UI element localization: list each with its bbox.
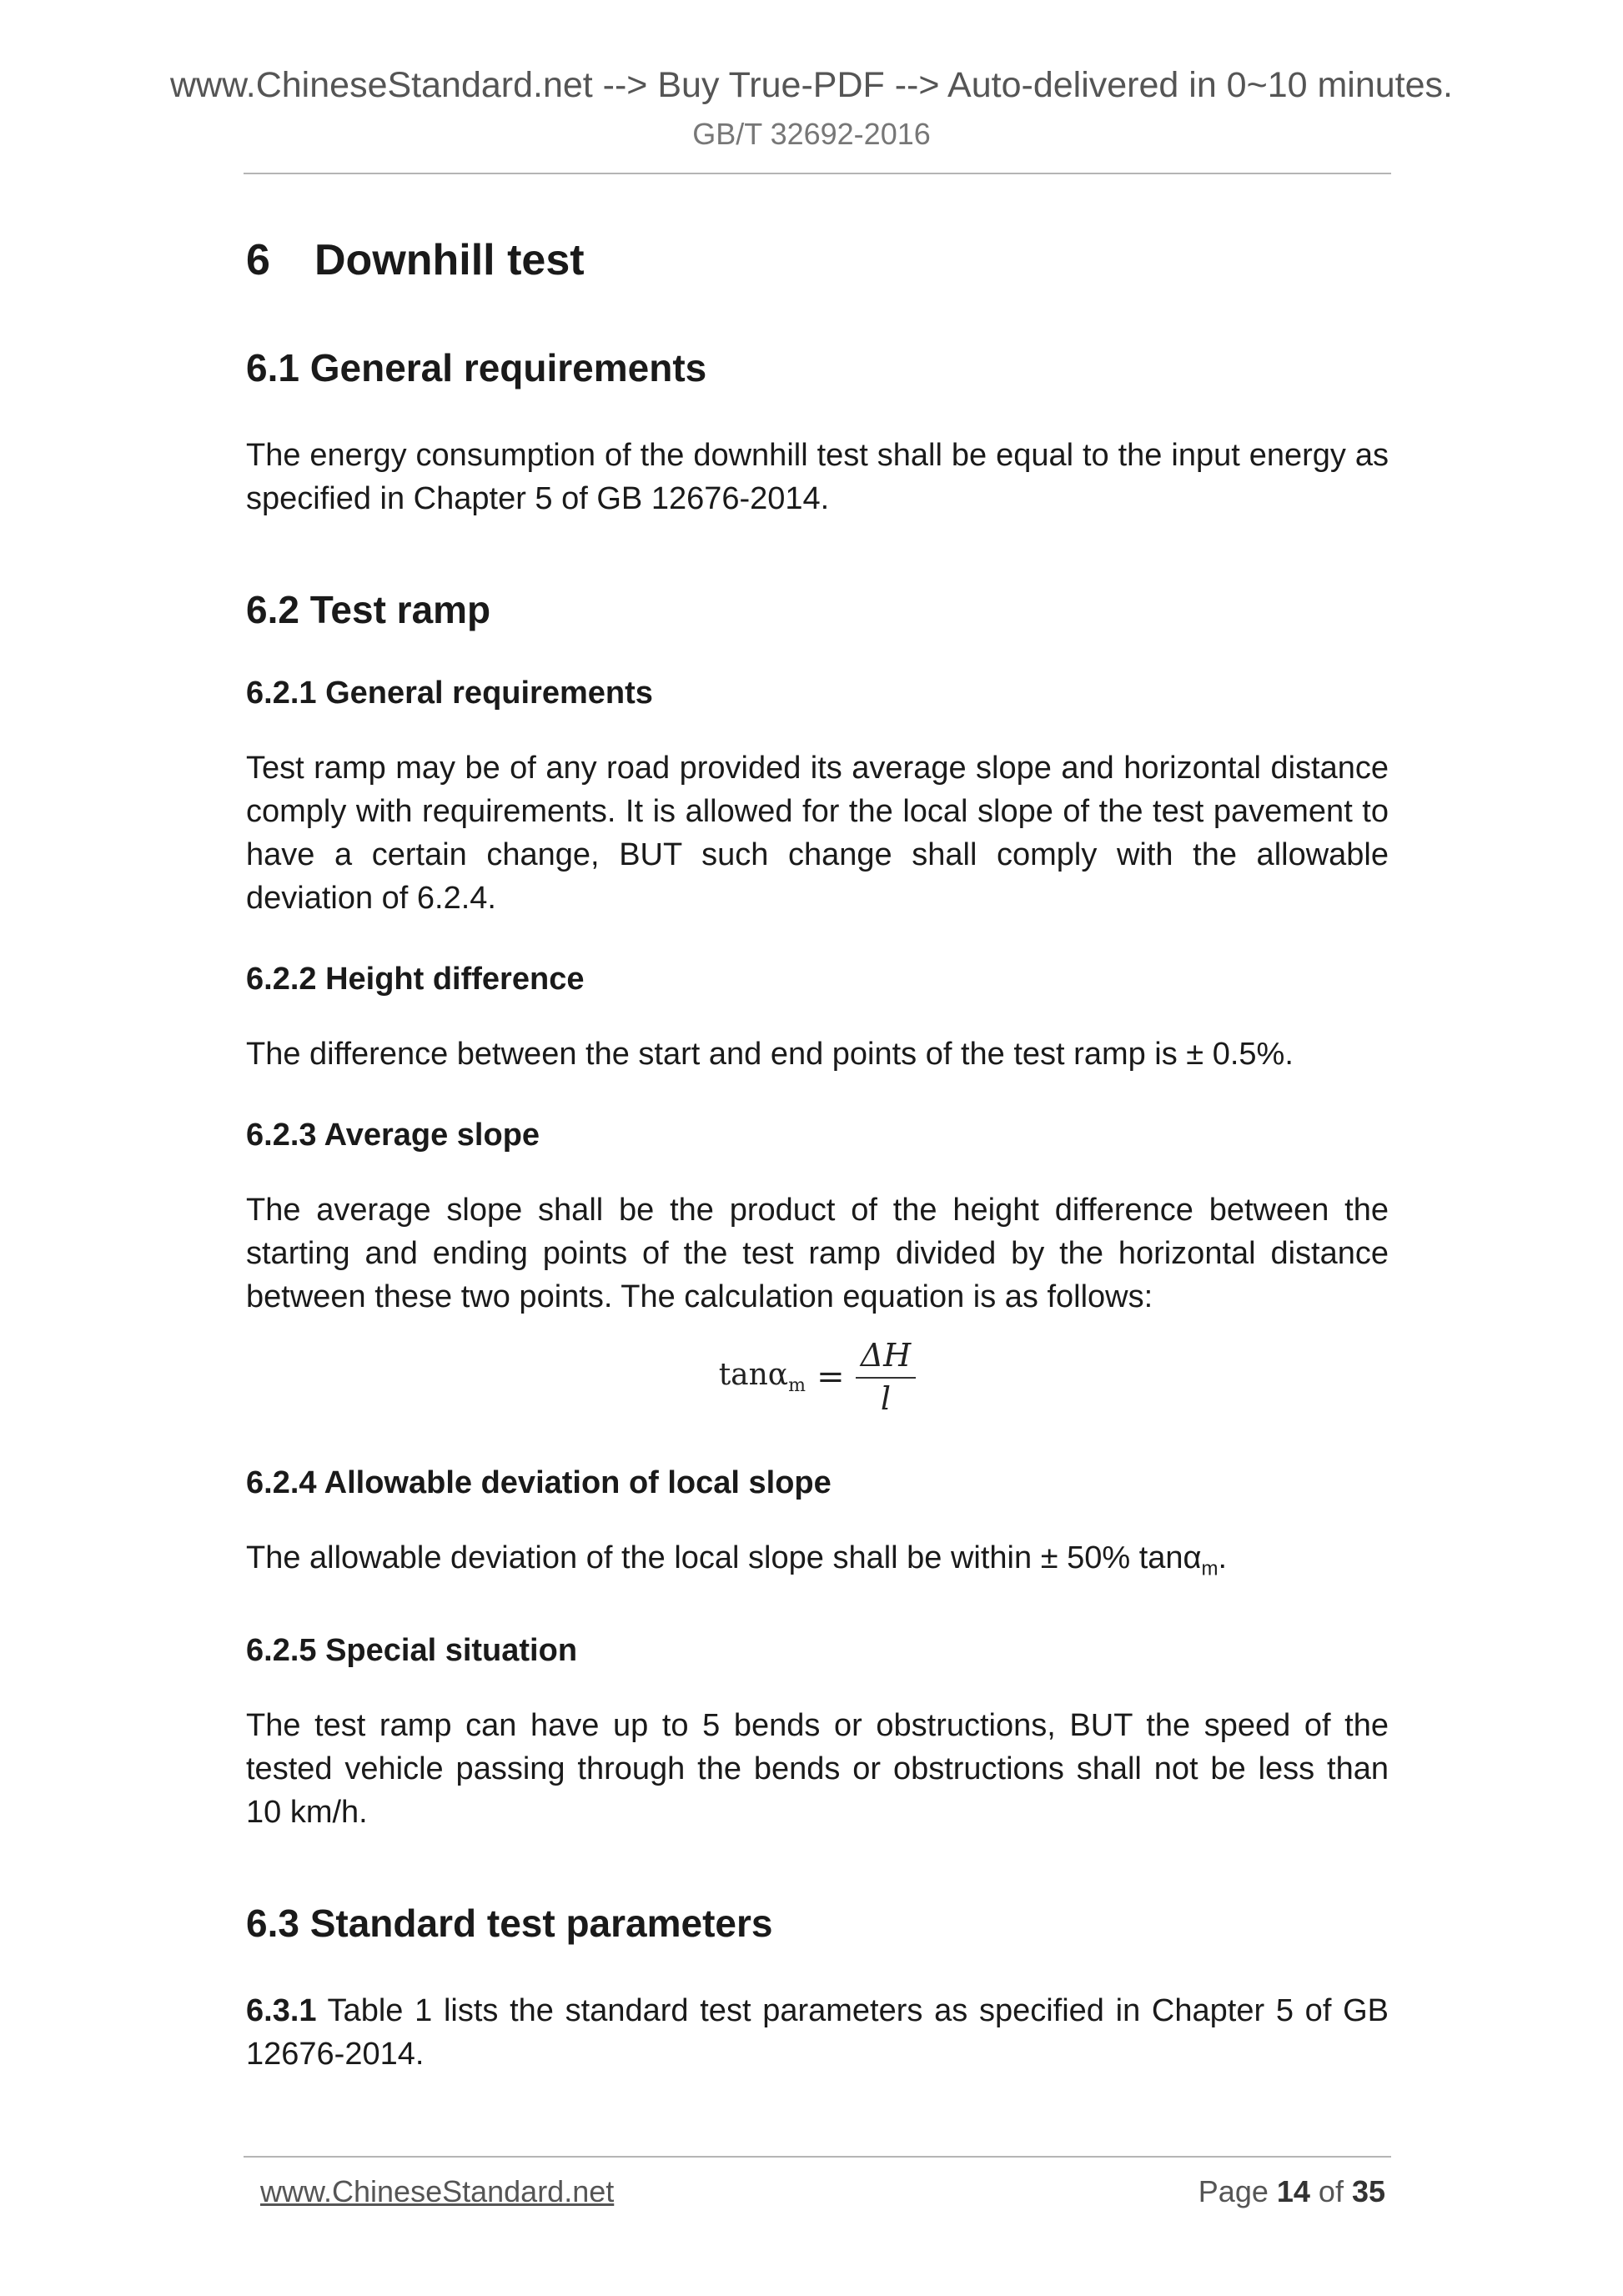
heading-6-2-2: 6.2.2 Height difference (246, 962, 585, 997)
paragraph-6-2-3: The average slope shall be the product of the height difference between the starting and ending points of the test ramp divided by the horizontal distance between these two points. The calculation equation is as follows: (246, 1193, 1389, 1314)
paragraph-6-3-1-text: Table 1 lists the standard test parameters as specified in Chapter 5 of GB 12676-2014. (246, 1992, 1389, 2072)
paragraph-6-2-4 (246, 1536, 1389, 1591)
paragraph-6-1: The energy consumption of the downhill test shall be equal to the input energy as specified in Chapter 5 of GB 12676-2014. (246, 438, 1389, 516)
document-body (246, 235, 1389, 2118)
heading-6-2-3: 6.2.3 Average slope (246, 1118, 540, 1153)
paragraph-6-3-1 (246, 1989, 1389, 2076)
heading-6-2: 6.2 Test ramp (246, 588, 491, 631)
heading-6-2-4: 6.2.4 Allowable deviation of local slope (246, 1465, 832, 1500)
formula-denominator: l (880, 1380, 892, 1417)
of-word: of (1309, 2174, 1352, 2208)
slope-formula (246, 1337, 1389, 1417)
paragraph-6-2-4-text: The allowable deviation of the local slope shall be within ± 50% tanα (246, 1540, 1202, 1575)
section-title: Downhill test (314, 236, 585, 284)
header-banner: www.ChineseStandard.net --> Buy True-PDF --> Auto-delivered in 0~10 minutes. (169, 65, 1453, 105)
formula-fraction (856, 1337, 917, 1417)
paragraph-6-2-5: The test ramp can have up to 5 bends or obstructions, BUT the speed of the tested vehicle passing through the bends or obstructions shall not be less than 10 km/h. (246, 1707, 1389, 1830)
formula-lhs-subscript: m (788, 1375, 806, 1397)
formula-lhs (718, 1357, 806, 1397)
heading-6-2-5: 6.2.5 Special situation (246, 1632, 578, 1668)
paragraph-6-3-1-label: 6.3.1 (246, 1992, 317, 2028)
paragraph-6-2-4-subscript: m (1201, 1557, 1219, 1580)
heading-6-2-1: 6.2.1 General requirements (246, 676, 653, 711)
formula-numerator: ΔH (856, 1337, 917, 1379)
header-doc-id: GB/T 32692-2016 (692, 117, 931, 151)
page-indicator (1198, 2174, 1385, 2209)
paragraph-6-2-1: Test ramp may be of any road provided its average slope and horizontal distance comply with requirements. It is allowed for the local slope of the test pavement to have a certain change, BUT such change shall comply with the allowable deviation of 6.2.4. (246, 751, 1389, 916)
footer-site-link[interactable]: www.ChineseStandard.net (260, 2174, 615, 2208)
formula-equals: = (817, 1358, 845, 1396)
paragraph-6-2-4-end: . (1218, 1540, 1228, 1575)
section-number: 6 (246, 236, 270, 284)
paragraph-6-2-2: The difference between the start and end points of the test ramp is ± 0.5%. (246, 1037, 1294, 1072)
heading-6-1: 6.1 General requirements (246, 346, 707, 389)
formula-lhs-text: tanα (718, 1357, 789, 1392)
footer-rule (244, 2156, 1391, 2158)
page-total: 35 (1351, 2174, 1385, 2208)
page-word: Page (1198, 2174, 1277, 2208)
heading-6-3: 6.3 Standard test parameters (246, 1901, 773, 1945)
page-number: 14 (1276, 2174, 1310, 2208)
header-rule (244, 173, 1391, 174)
section-heading (246, 235, 1389, 285)
